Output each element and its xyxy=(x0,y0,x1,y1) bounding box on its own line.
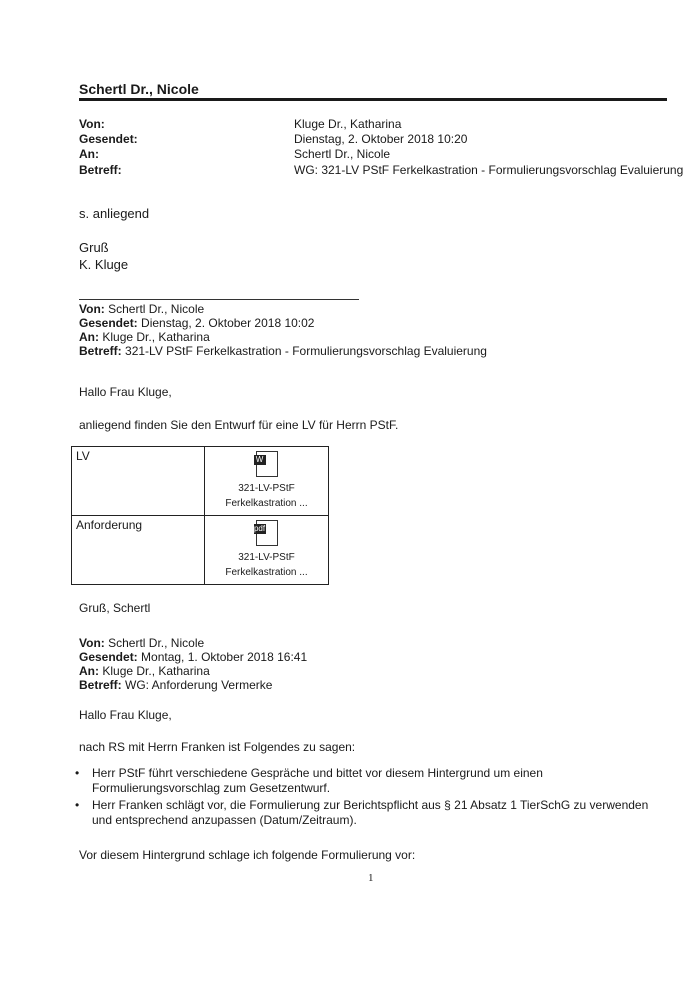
header-subject-value: WG: 321-LV PStF Ferkelkastration - Formulierungsvorschlag Evaluierung xyxy=(294,163,684,177)
quoted1-sent-label: Gesendet: xyxy=(79,316,138,330)
quoted2-sent xyxy=(79,650,307,664)
quoted2-sent-value: Montag, 1. Oktober 2018 16:41 xyxy=(141,650,308,664)
quoted1-subject-label: Betreff: xyxy=(79,344,122,358)
header-subject-label: Betreff: xyxy=(79,163,122,177)
quoted1-sent xyxy=(79,316,314,330)
attachment-table xyxy=(71,446,329,585)
attachment-filename-1: 321-LV-PStF xyxy=(238,552,295,563)
header-from-label: Von: xyxy=(79,117,105,131)
bullet-icon: • xyxy=(75,766,80,780)
quoted1-from xyxy=(79,302,204,316)
document-title: Schertl Dr., Nicole xyxy=(79,81,199,97)
quoted2-salutation: Hallo Frau Kluge, xyxy=(79,708,172,722)
page-number: 1 xyxy=(368,872,374,884)
quoted2-to xyxy=(79,664,210,678)
bullet-list xyxy=(75,766,665,830)
attachment-filename-1: 321-LV-PStF xyxy=(238,483,295,494)
quoted2-from-value: Schertl Dr., Nicole xyxy=(108,636,205,650)
message-greeting: Gruß xyxy=(79,240,109,255)
attachment-filename-2: Ferkelkastration ... xyxy=(225,567,308,578)
quoted2-from xyxy=(79,636,204,650)
word-document-icon: W xyxy=(256,451,278,477)
list-item: • Herr PStF führt verschiedene Gespräche und bittet vor diesem Hintergrund um einen Formulierungsvorschlag zum Gesetzentwurf. xyxy=(75,766,543,795)
title-underline xyxy=(79,98,667,101)
quoted1-from-value: Schertl Dr., Nicole xyxy=(108,302,205,316)
quoted1-to-label: An: xyxy=(79,330,99,344)
quoted1-salutation: Hallo Frau Kluge, xyxy=(79,385,172,399)
header-to-label: An: xyxy=(79,147,99,161)
quoted1-to-value: Kluge Dr., Katharina xyxy=(102,330,210,344)
attachment-lv[interactable] xyxy=(205,447,329,516)
quoted1-subject-value: 321-LV PStF Ferkelkastration - Formulierungsvorschlag Evaluierung xyxy=(125,344,487,358)
quoted1-intro: anliegend finden Sie den Entwurf für eine LV für Herrn PStF. xyxy=(79,418,399,432)
header-sent-value: Dienstag, 2. Oktober 2018 10:20 xyxy=(294,132,468,146)
message-line: s. anliegend xyxy=(79,206,150,221)
quoted1-to xyxy=(79,330,210,344)
header-from-value: Kluge Dr., Katharina xyxy=(294,117,402,131)
quoted2-subject-label: Betreff: xyxy=(79,678,122,692)
quoted1-from-label: Von: xyxy=(79,302,105,316)
quoted2-to-label: An: xyxy=(79,664,99,678)
quoted2-to-value: Kluge Dr., Katharina xyxy=(102,664,210,678)
quoted1-sent-value: Dienstag, 2. Oktober 2018 10:02 xyxy=(141,316,315,330)
pdf-document-icon: pdf xyxy=(256,520,278,546)
quoted2-sent-label: Gesendet: xyxy=(79,650,138,664)
attachment-label: Anforderung xyxy=(72,516,205,585)
bullet-icon: • xyxy=(75,798,80,812)
quoted2-subject xyxy=(79,678,272,692)
quoted2-intro: nach RS mit Herrn Franken ist Folgendes zu sagen: xyxy=(79,740,356,754)
header-sent-label: Gesendet: xyxy=(79,132,138,146)
attachment-filename-2: Ferkelkastration ... xyxy=(225,498,308,509)
quoted2-closing: Vor diesem Hintergrund schlage ich folgende Formulierung vor: xyxy=(79,848,416,862)
quoted2-from-label: Von: xyxy=(79,636,105,650)
header-to-value: Schertl Dr., Nicole xyxy=(294,147,391,161)
quoted1-subject xyxy=(79,344,487,358)
attachment-anforderung[interactable] xyxy=(205,516,329,585)
quoted1-closing: Gruß, Schertl xyxy=(79,601,151,615)
table-row xyxy=(72,516,329,585)
table-row xyxy=(72,447,329,516)
quote-separator xyxy=(79,299,359,300)
quoted2-subject-value: WG: Anforderung Vermerke xyxy=(125,678,273,692)
list-item: • Herr Franken schlägt vor, die Formulierung zur Berichtspflicht aus § 21 Absatz 1 TierSchG zu verwenden und entsprechend anzupassen (Datum/Zeitraum). xyxy=(75,798,649,827)
message-signature: K. Kluge xyxy=(79,257,129,272)
attachment-label: LV xyxy=(72,447,205,516)
